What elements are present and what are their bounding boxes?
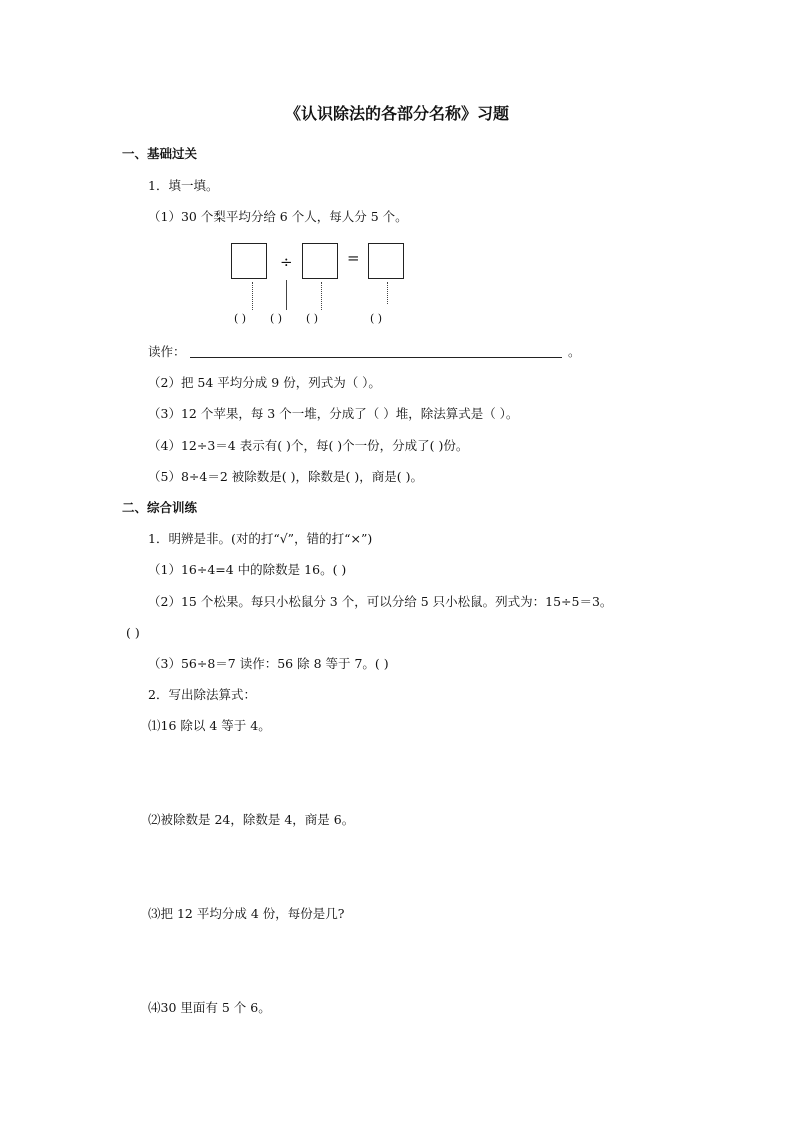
- question-1-3: （3）12 个苹果，每 3 个一堆，分成了（ ）堆，除法算式是（ ）。: [148, 406, 519, 421]
- equals-sign: =: [347, 249, 360, 267]
- section-heading-comprehensive: 二、综合训练: [122, 500, 198, 515]
- page-title: 《认识除法的各部分名称》习题: [284, 104, 509, 123]
- dividend-connector: [252, 282, 253, 310]
- read-label: 读作：: [148, 344, 186, 359]
- divisor-name-blank[interactable]: ( ): [306, 312, 319, 325]
- write-equation-label: 2．写出除法算式：: [148, 687, 256, 702]
- write-equation-2: ⑵被除数是 24，除数是 4，商是 6。: [148, 812, 355, 827]
- divide-sign-connector: [286, 280, 287, 310]
- section-heading-basic: 一、基础过关: [122, 146, 198, 161]
- divisor-connector: [321, 282, 322, 310]
- question-1-2: （2）把 54 平均分成 9 份，列式为（ ）。: [148, 375, 381, 390]
- true-false-label: 1．明辨是非。(对的打“√”，错的打“×”): [148, 531, 373, 546]
- quotient-name-blank[interactable]: ( ): [370, 312, 383, 325]
- read-answer-line[interactable]: [190, 357, 562, 358]
- write-equation-4: ⑷30 里面有 5 个 6。: [148, 1000, 271, 1015]
- true-false-1: （1）16÷4=4 中的除数是 16。( ): [148, 562, 347, 577]
- write-equation-1: ⑴16 除以 4 等于 4。: [148, 718, 271, 733]
- question-1-label: 1．填一填。: [148, 178, 219, 193]
- quotient-box[interactable]: [368, 243, 404, 279]
- write-equation-3: ⑶把 12 平均分成 4 份，每份是几?: [148, 906, 345, 921]
- dividend-name-blank[interactable]: ( ): [234, 312, 247, 325]
- divide-sign: ÷: [280, 253, 293, 271]
- divide-sign-name-blank[interactable]: ( ): [270, 312, 283, 325]
- question-1-1: （1）30 个梨平均分给 6 个人，每人分 5 个。: [148, 209, 408, 224]
- divisor-box[interactable]: [302, 243, 338, 279]
- dividend-box[interactable]: [231, 243, 267, 279]
- question-1-4: （4）12÷3＝4 表示有( )个，每( )个一份，分成了( )份。: [148, 438, 469, 453]
- true-false-3: （3）56÷8＝7 读作：56 除 8 等于 7。( ): [148, 656, 389, 671]
- question-1-5: （5）8÷4＝2 被除数是( )，除数是( )，商是( )。: [148, 469, 423, 484]
- read-end-period: 。: [568, 344, 581, 359]
- true-false-2: （2）15 个松果。每只小松鼠分 3 个，可以分给 5 只小松鼠。列式为：15÷5＝3。: [148, 594, 613, 609]
- quotient-connector: [387, 282, 388, 304]
- true-false-2-blank[interactable]: ( ): [126, 625, 140, 640]
